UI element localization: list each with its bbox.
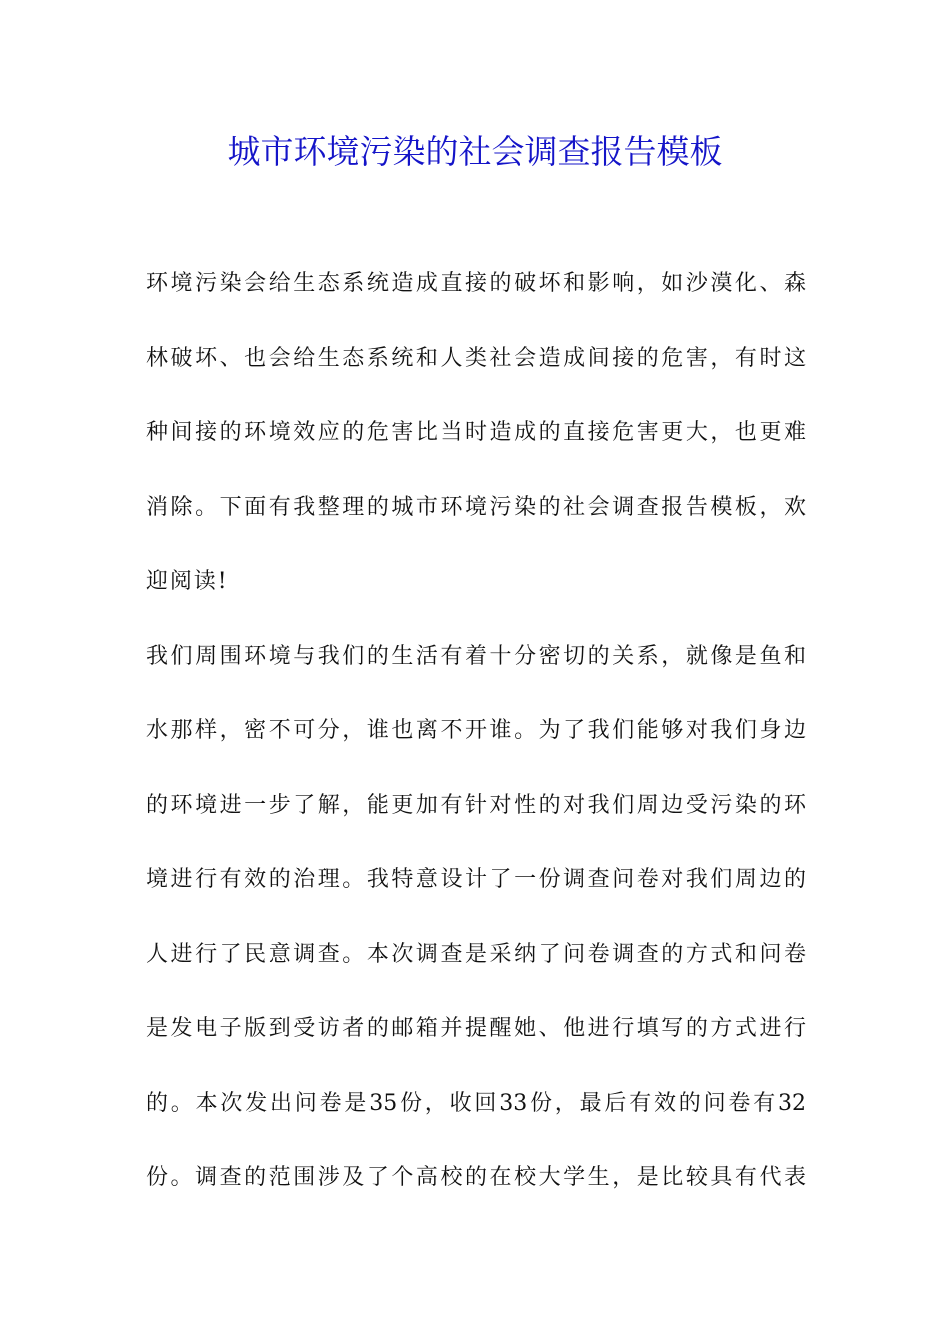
text-line: 水那样，密不可分，谁也离不开谁。为了我们能够对我们身边 [146,718,806,743]
text-line: 环境污染会给生态系统造成直接的破坏和影响，如沙漠化、森 [146,271,806,296]
text-line: 境进行有效的治理。我特意设计了一份调查问卷对我们周边的 [146,867,806,892]
document-title: 城市环境污染的社会调查报告模板 [227,132,723,171]
text-line: 份。调查的范围涉及了个高校的在校大学生，是比较具有代表 [146,1165,806,1190]
text-line: 种间接的环境效应的危害比当时造成的直接危害更大，也更难 [146,420,806,445]
paragraph-survey [146,635,806,1231]
text-line: 是发电子版到受访者的邮箱并提醒她、他进行填写的方式进行 [146,1016,806,1041]
text-line: 林破坏、也会给生态系统和人类社会造成间接的危害，有时这 [146,345,806,371]
text-line: 我们周围环境与我们的生活有着十分密切的关系，就像是鱼和 [146,643,806,669]
text-line: 的环境进一步了解，能更加有针对性的对我们周边受污染的环 [146,792,806,818]
text-line: 迎阅读! [146,569,229,594]
text-line: 人进行了民意调查。本次调查是采纳了问卷调查的方式和问卷 [146,941,806,967]
paragraph-intro [146,262,806,635]
text-line: 的。本次发出问卷是35份，收回33份，最后有效的问卷有32 [146,1090,806,1116]
text-line: 消除。下面有我整理的城市环境污染的社会调查报告模板，欢 [146,494,806,520]
document-body [146,262,806,1231]
